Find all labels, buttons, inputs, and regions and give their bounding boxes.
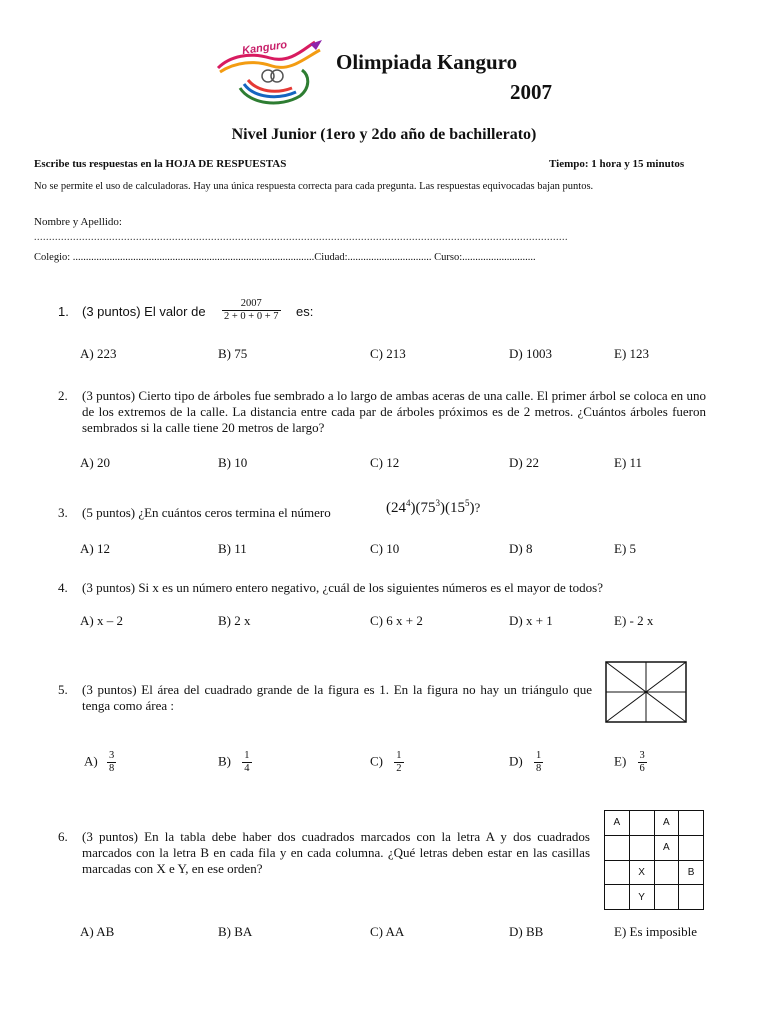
option-e: E) 123 xyxy=(614,346,650,361)
question-text: (3 puntos) El valor de xyxy=(82,304,206,319)
option-d: D) 22 xyxy=(509,455,539,470)
option-a: A) AB xyxy=(80,924,115,939)
grid-cell xyxy=(679,835,704,860)
option-b: B) 75 xyxy=(218,346,248,361)
question-text: (3 puntos) En la tabla debe haber dos cuadrados marcados con la letra A y dos cuadrados marcados con la letra B en cada fila y en cada columna. ¿Qué letras deben estar en las casillas marcadas con X e Y, en ese orden? xyxy=(82,829,590,876)
option-b: B) 10 xyxy=(218,455,248,470)
option-fraction xyxy=(394,750,403,775)
option-c: C) 213 xyxy=(370,346,406,361)
option-e: E) 11 xyxy=(614,455,643,470)
page-subtitle: Nivel Junior (1ero y 2do año de bachillerato) xyxy=(231,126,537,143)
option-c: C) 12 xyxy=(370,455,400,470)
power-expression: $(24^4)(75^3)(15^5)$? xyxy=(386,498,481,516)
grid-cell: B xyxy=(679,860,704,885)
option-b xyxy=(218,750,252,775)
grid-cell xyxy=(654,860,679,885)
option-a: A) 12 xyxy=(80,541,110,556)
option-fraction xyxy=(534,750,543,775)
fraction-denominator: 6 xyxy=(639,763,645,774)
base-2: 75 xyxy=(420,500,436,516)
grid-cell xyxy=(629,835,654,860)
option-d: D) 8 xyxy=(509,541,533,556)
fraction-denominator: 4 xyxy=(244,763,250,774)
option-d: D) 1003 xyxy=(509,346,552,361)
fraction-numerator: 3 xyxy=(108,750,115,761)
grid-cell: A xyxy=(654,811,679,836)
question-number: 6. xyxy=(58,829,68,844)
grid-cell: A xyxy=(605,811,630,836)
page-title: Olimpiada Kanguro xyxy=(336,50,518,74)
option-a: A) 223 xyxy=(80,346,117,361)
grid-cell: A xyxy=(654,835,679,860)
question-number: 3. xyxy=(58,505,68,520)
question-text: (3 puntos) Si x es un número entero negativo, ¿cuál de los siguientes números es el mayor de todos? xyxy=(82,580,603,595)
fraction-numerator: 1 xyxy=(244,750,250,761)
option-label: A) xyxy=(84,753,98,769)
question-text: (3 puntos) Cierto tipo de árboles fue sembrado a lo largo de ambas aceras de una calle. El primer árbol se coloca en uno de los extremos de la calle. La distancia entre cada par de árboles próximos es de 2 metros. ¿Cuántos árboles fueron sembrados si la calle tiene 20 metros de largo? xyxy=(82,388,706,435)
question-text: (3 puntos) El área del cuadrado grande de la figura es 1. En la figura no hay un triángulo que tenga como área : xyxy=(82,682,592,713)
grid-cell xyxy=(679,885,704,910)
instructions: Escribe tus respuestas en la HOJA DE RESPUESTAS xyxy=(34,158,287,170)
grid-cell xyxy=(605,835,630,860)
name-dotted-line: .................................................................................................................................................................................. xyxy=(34,232,568,243)
school-city-course-line: Colegio: ............................................................................................Ciudad:................................ Curso:............................ xyxy=(34,252,536,263)
square-figure xyxy=(605,661,687,723)
grid-cell xyxy=(629,811,654,836)
base-1: 24 xyxy=(391,500,406,516)
fraction-numerator: 2007 xyxy=(222,298,281,311)
fraction-denominator: 2 xyxy=(396,763,402,774)
logo-wordmark: Kanguro xyxy=(241,38,288,58)
exponent-1: 4 xyxy=(406,498,411,508)
option-label: B) xyxy=(218,753,231,769)
fraction-numerator: 1 xyxy=(396,750,402,761)
fraction-numerator: 3 xyxy=(639,750,645,761)
option-fraction xyxy=(638,750,647,775)
option-c xyxy=(370,750,404,775)
option-label: D) xyxy=(509,753,523,769)
option-label: C) xyxy=(370,753,383,769)
option-e: E) 5 xyxy=(614,541,637,556)
option-b: B) 11 xyxy=(218,541,247,556)
page-year: 2007 xyxy=(510,80,552,104)
fraction-numerator: 1 xyxy=(535,750,542,761)
question-text: (5 puntos) ¿En cuántos ceros termina el número xyxy=(82,505,331,520)
base-3: 15 xyxy=(450,500,465,516)
option-c: C) 6 x + 2 xyxy=(370,613,423,628)
question-number: 2. xyxy=(58,388,68,403)
grid-cell xyxy=(654,885,679,910)
fraction-denominator: 8 xyxy=(108,763,115,774)
fraction-denominator: 8 xyxy=(535,763,542,774)
option-a: A) 20 xyxy=(80,455,110,470)
question-number: 5. xyxy=(58,682,68,697)
option-c: C) AA xyxy=(370,924,405,939)
time-limit: Tiempo: 1 hora y 15 minutos xyxy=(549,158,685,170)
name-label: Nombre y Apellido: xyxy=(34,216,122,228)
option-a: A) x – 2 xyxy=(80,613,123,628)
option-d xyxy=(509,750,543,775)
option-fraction xyxy=(242,750,251,775)
option-b: B) BA xyxy=(218,924,253,939)
question-text-after: es: xyxy=(296,304,314,319)
option-e: E) Es imposible xyxy=(614,924,698,939)
grid-cell: X xyxy=(629,860,654,885)
rules-text: No se permite el uso de calculadoras. Hay una única respuesta correcta para cada pregunta. Las respuestas equivocadas bajan puntos. xyxy=(34,181,594,192)
option-e: E) - 2 x xyxy=(614,613,654,628)
exponent-2: 3 xyxy=(435,498,440,508)
option-label: E) xyxy=(614,753,627,769)
option-c: C) 10 xyxy=(370,541,400,556)
question-number: 1. xyxy=(58,304,69,319)
option-fraction xyxy=(107,750,116,775)
grid-cell xyxy=(605,860,630,885)
option-d: D) BB xyxy=(509,924,544,939)
option-b: B) 2 x xyxy=(218,613,251,628)
question-mark: ? xyxy=(474,500,481,515)
fraction-denominator: 2 + 0 + 0 + 7 xyxy=(224,311,279,322)
exponent-3: 5 xyxy=(465,498,470,508)
question-number: 4. xyxy=(58,580,68,595)
grid-cell xyxy=(605,885,630,910)
grid-cell: Y xyxy=(629,885,654,910)
question-fraction xyxy=(222,298,281,323)
option-a xyxy=(84,750,116,775)
option-d: D) x + 1 xyxy=(509,613,553,628)
letter-grid xyxy=(604,810,704,910)
option-e xyxy=(614,750,647,775)
grid-cell xyxy=(679,811,704,836)
